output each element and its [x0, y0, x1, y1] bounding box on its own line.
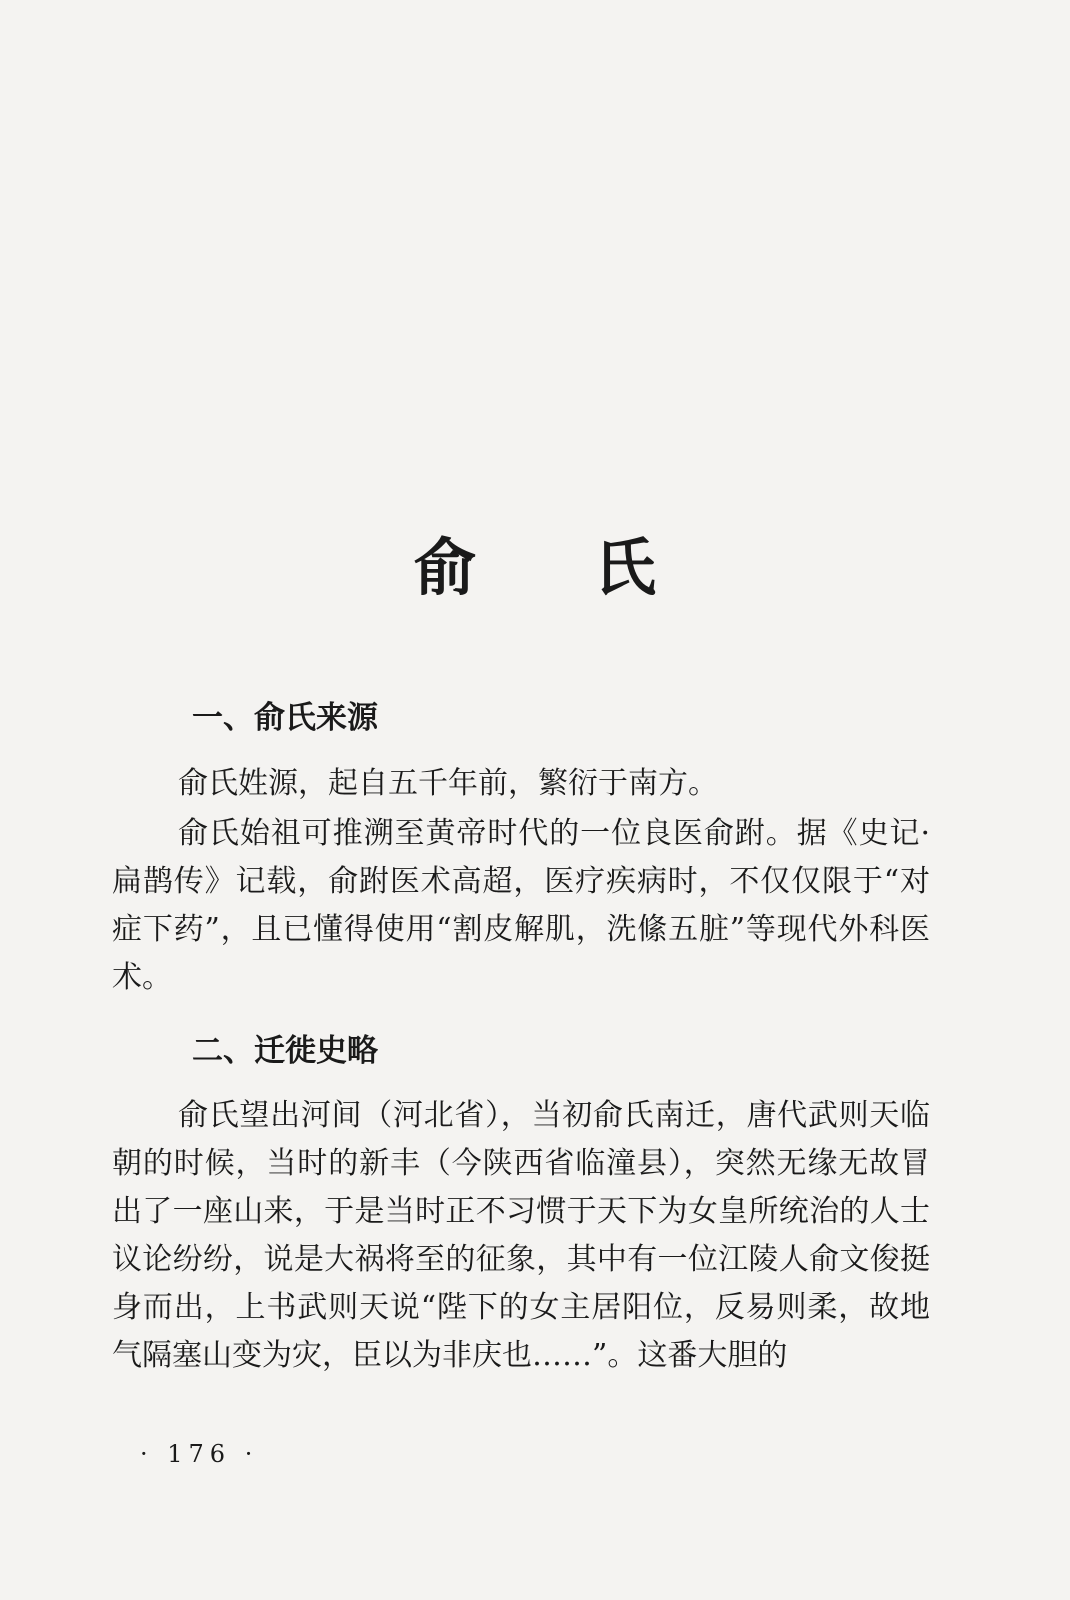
page-number: · 176 · [140, 1440, 259, 1468]
section-heading-origin: 一、俞氏来源 [192, 700, 378, 736]
section-heading-migration: 二、迁徙史略 [192, 1033, 378, 1069]
paragraph-origin-2: 俞氏始祖可推溯至黄帝时代的一位良医俞跗。据《史记·扁鹊传》记载，俞跗医术高超，医疗疾病时，不仅仅限于“对症下药”，且已懂得使用“割皮解肌，洗絛五脏”等现代外科医术。 [112, 816, 930, 995]
page-title [0, 518, 1070, 607]
title-char-1: 俞 [413, 531, 476, 604]
paragraph-migration-1: 俞氏望出河间（河北省），当初俞氏南迁，唐代武则天临朝的时候，当时的新丰（今陕西省临潼县），突然无缘无故冒出了一座山来，于是当时正不习惯于天下为女皇所统治的人士议论纷纷，说是大祸将至的征象，其中有一位江陵人俞文俊挺身而出，上书武则天说“陛下的女主居阳位，反易则柔，故地气隔塞山变为灾，臣以为非庆也……”。这番大胆的 [112, 1098, 930, 1373]
paragraph-origin-1: 俞氏姓源，起自五千年前，繁衍于南方。 [178, 766, 718, 801]
page-number-value: 176 [167, 1440, 232, 1468]
title-char-2: 氏 [594, 531, 657, 604]
